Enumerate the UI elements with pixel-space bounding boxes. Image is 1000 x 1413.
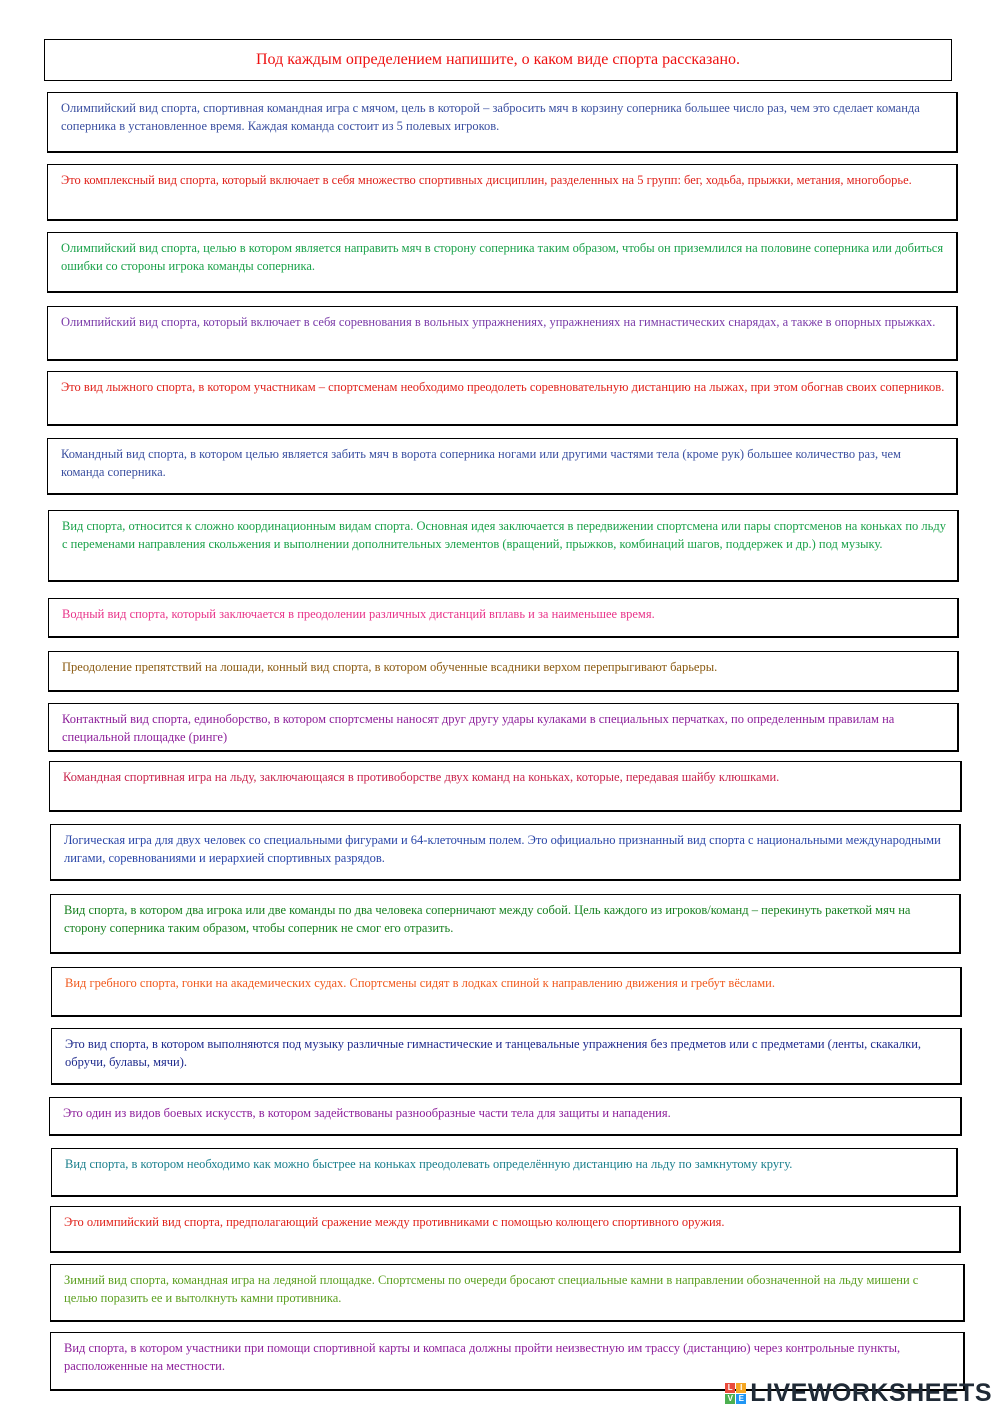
definition-text: Вид спорта, относится к сложно координационным видам спорта. Основная идея заключается в передвижении спортсмена или пары спортсменов на коньках по льду с переменами направления скольжения и выполнении дополнительных элементов (вращений, прыжков, комбинаций шагов, поддержек и др.) под музыку.: [62, 519, 946, 551]
definition-box: [51, 1028, 962, 1085]
instructions-box: [44, 39, 952, 81]
definition-text: Контактный вид спорта, единоборство, в котором спортсмены наносят друг другу удары кулаками в специальных перчатках, по определенным правилам на специальной площадке (ринге): [62, 712, 895, 744]
definition-text: Вид гребного спорта, гонки на академических судах. Спортсмены сидят в лодках спиной к направлению движения и гребут вёслами.: [65, 976, 775, 990]
definition-text: Это олимпийский вид спорта, предполагающий сражение между противниками с помощью колющего спортивного оружия.: [64, 1215, 725, 1229]
page-title: Под каждым определением напишите, о каком виде спорта рассказано.: [255, 51, 741, 68]
definition-text: Это один из видов боевых искусств, в котором задействованы разнообразные части тела для защиты и нападения.: [63, 1106, 671, 1120]
definition-box: [48, 651, 959, 692]
definition-box: [51, 1148, 958, 1197]
definition-box: [47, 306, 958, 361]
definition-box: [47, 164, 958, 221]
definition-box: [48, 510, 959, 582]
definition-text: Это вид лыжного спорта, в котором участникам – спортсменам необходимо преодолеть соревновательную дистанцию на лыжах, при этом обогнав своих соперников.: [61, 380, 945, 394]
definition-box: [51, 967, 962, 1017]
definition-box: [49, 761, 962, 812]
definition-text: Командный вид спорта, в котором целью является забить мяч в ворота соперника ногами или другими частями тела (кроме рук) большее количество раз, чем команда соперника.: [61, 447, 901, 479]
definition-text: Водный вид спорта, который заключается в преодолении различных дистанций вплавь и за наименьшее время.: [62, 607, 655, 621]
definition-text: Командная спортивная игра на льду, заключающаяся в противоборстве двух команд на коньках, которые, передавая шайбу клюшками.: [63, 770, 780, 784]
definition-box: [47, 371, 958, 426]
definition-text: Это комплексный вид спорта, который включает в себя множество спортивных дисциплин, разделенных на 5 групп: бег, ходьба, прыжки, метания, многоборье.: [61, 173, 912, 187]
definition-box: [50, 894, 961, 954]
watermark-text: LIVEWORKSHEETS: [750, 1378, 992, 1407]
definition-text: Зимний вид спорта, командная игра на ледяной площадке. Спортсмены по очереди бросают специальные камни в направлении обозначенной на льду мишени с целью поразить ее и вытолкнуть камни противника.: [64, 1273, 919, 1305]
definition-box: [49, 1097, 962, 1136]
definition-text: Вид спорта, в котором участники при помощи спортивной карты и компаса должны пройти неизвестную им трассу (дистанцию) через контрольные пункты, расположенные на местности.: [64, 1341, 901, 1373]
definition-box: [50, 1206, 961, 1253]
definition-text: Вид спорта, в котором два игрока или две команды по два человека соперничают между собой. Цель каждого из игроков/команд – перекинуть ракеткой мяч на сторону соперника таким образом, чтобы соперник не смог его отразить.: [64, 903, 911, 935]
badge-letter: E: [736, 1394, 746, 1404]
definition-box: [50, 1264, 965, 1322]
definition-box: [47, 438, 958, 495]
definition-box: [48, 703, 959, 752]
badge-letter: I: [736, 1383, 746, 1393]
definition-box: [50, 824, 961, 881]
definition-box: [47, 92, 958, 153]
badge-letter: V: [725, 1394, 735, 1404]
definition-text: Преодоление препятствий на лошади, конный вид спорта, в котором обученные всадники верхом перепрыгивают барьеры.: [62, 660, 718, 674]
live-badge-icon: [725, 1383, 746, 1404]
definition-text: Вид спорта, в котором необходимо как можно быстрее на коньках преодолевать определённую дистанцию на льду по замкнутому кругу.: [65, 1157, 793, 1171]
badge-letter: L: [725, 1383, 735, 1393]
definition-text: Олимпийский вид спорта, который включает в себя соревнования в вольных упражнениях, упражнениях на гимнастических снарядах, а также в опорных прыжках.: [61, 315, 936, 329]
definition-text: Олимпийский вид спорта, целью в котором является направить мяч в сторону соперника таким образом, чтобы он приземлился на половине соперника или добиться ошибки со стороны игрока команды соперника.: [61, 241, 944, 273]
definition-text: Это вид спорта, в котором выполняются под музыку различные гимнастические и танцевальные упражнения без предметов или с предметами (ленты, скакалки, обручи, булавы, мячи).: [65, 1037, 922, 1069]
definition-box: [47, 232, 958, 293]
definition-box: [48, 598, 959, 638]
definition-text: Олимпийский вид спорта, спортивная командная игра с мячом, цель в которой – забросить мяч в корзину соперника большее число раз, чем это сделает команда соперника в установленное время. Каждая команда состоит из 5 полевых игроков.: [61, 101, 920, 133]
definition-text: Логическая игра для двух человек со специальными фигурами и 64-клеточным полем. Это официально признанный вид спорта с национальными международными лигами, соревнованиями и иерархией спортивных разрядов.: [64, 833, 941, 865]
liveworksheets-logo: [725, 1379, 992, 1407]
